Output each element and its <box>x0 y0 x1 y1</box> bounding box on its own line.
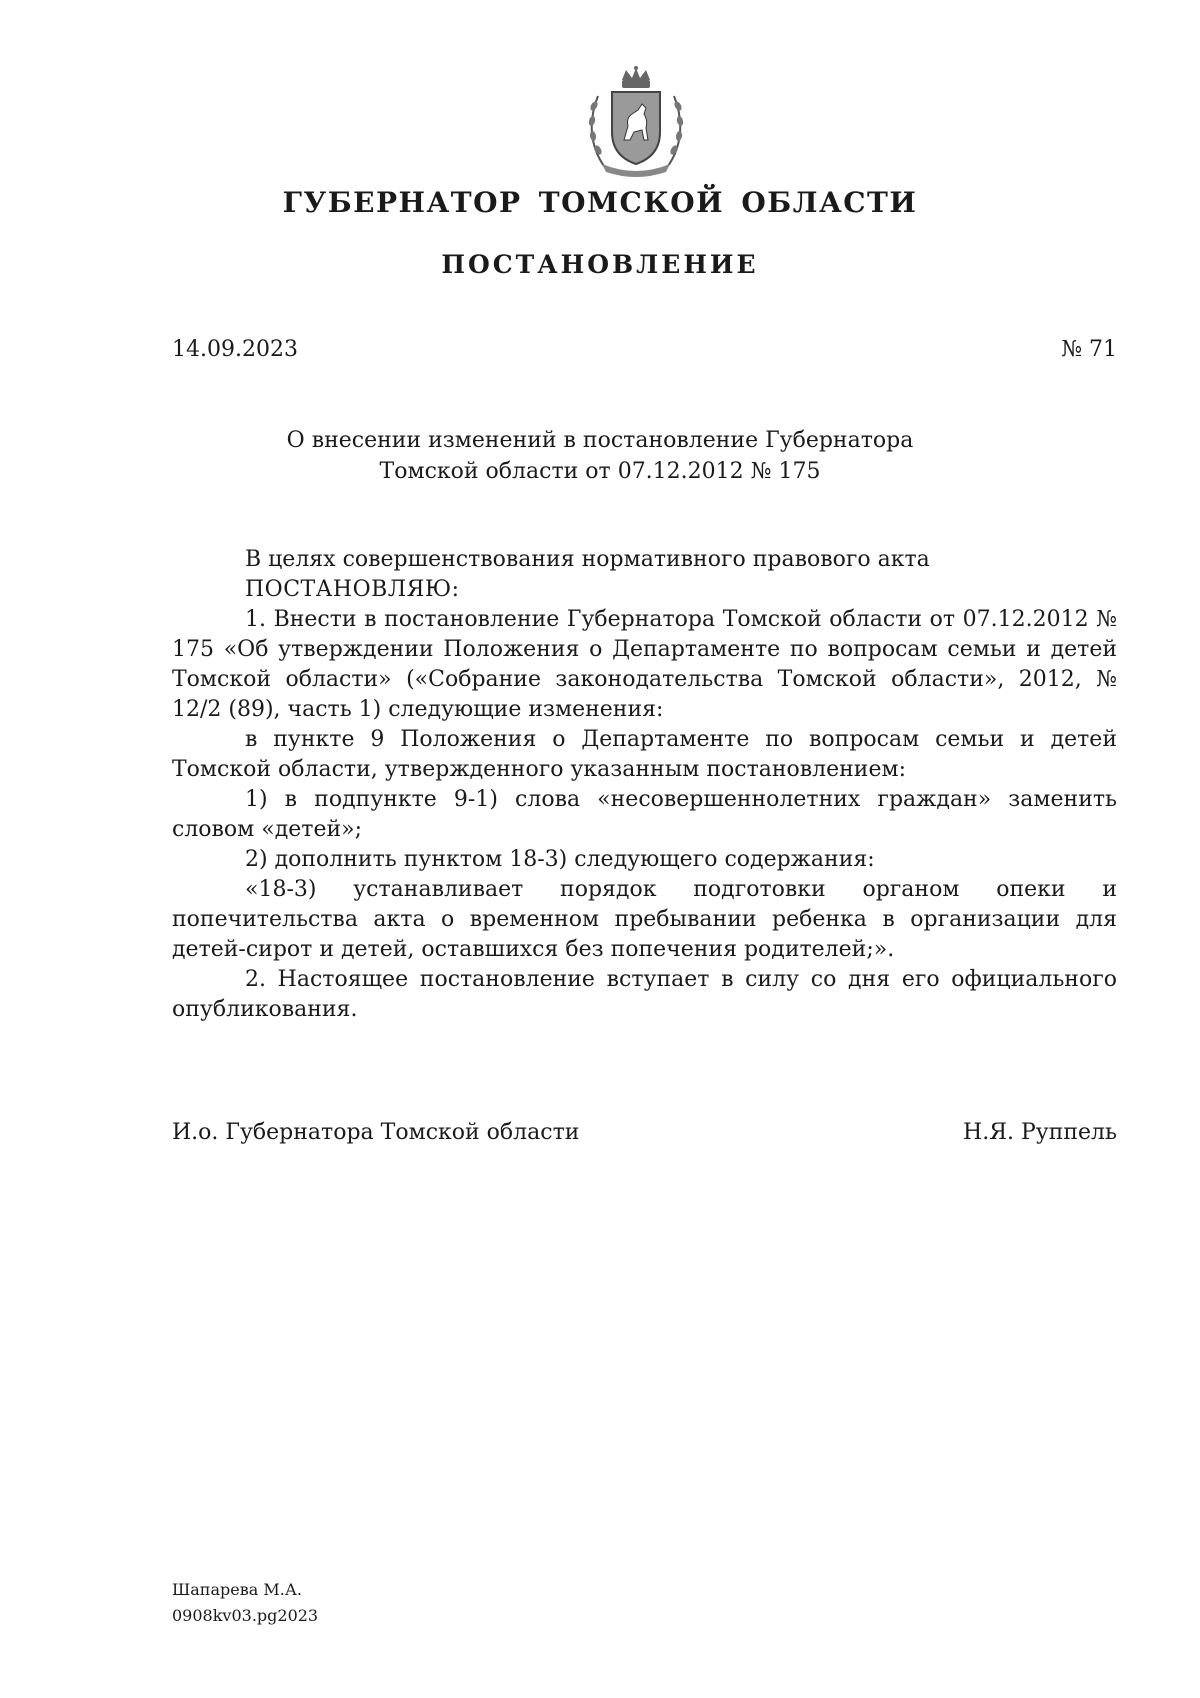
subject-line-2: Томской области от 07.12.2012 № 175 <box>379 459 821 484</box>
subject-line-1: О внесении изменений в постановление Губернатора <box>286 428 914 453</box>
signatory-position: И.о. Губернатора Томской области <box>172 1120 580 1145</box>
body-paragraph-6: 2. Настоящее постановление вступает в силу со дня его официального опубликования. <box>172 967 1117 1022</box>
issuer-title: ГУБЕРНАТОР ТОМСКОЙ ОБЛАСТИ <box>282 186 918 219</box>
body-paragraph-3: 1) в подпункте 9-1) слова «несовершеннолетних граждан» заменить словом «детей»; <box>172 787 1117 842</box>
body-paragraph-5: «18-3) устанавливает порядок подготовки органом опеки и попечительства акта о временном пребывании ребенка в организации для детей-сирот и детей, оставшихся без попечения родителей;». <box>172 877 1117 962</box>
document-type: ПОСТАНОВЛЕНИЕ <box>441 250 759 279</box>
document-body <box>172 545 1117 1025</box>
document-date: 14.09.2023 <box>172 337 298 362</box>
body-paragraph-4: 2) дополнить пунктом 18-3) следующего содержания: <box>245 847 875 872</box>
body-decree: ПОСТАНОВЛЯЮ: <box>245 577 460 602</box>
body-paragraph-2: в пункте 9 Положения о Департаменте по вопросам семьи и детей Томской области, утвержденного указанным постановлением: <box>172 727 1117 782</box>
document-subject <box>0 425 1200 487</box>
coat-of-arms-icon <box>582 66 690 178</box>
executor-name: Шапарева М.А. <box>172 1580 303 1599</box>
document-footer <box>172 1577 318 1629</box>
document-number: № 71 <box>1061 337 1117 362</box>
body-intro: В целях совершенствования нормативного правового акта <box>245 547 930 572</box>
file-code: 0908kv03.pg2023 <box>172 1606 319 1625</box>
body-paragraph-1: 1. Внести в постановление Губернатора Томской области от 07.12.2012 № 175 «Об утверждении Положения о Департаменте по вопросам семьи и детей Томской области» («Собрание законодательства Томской области», 2012, № 12/2 (89), часть 1) следующие изменения: <box>172 607 1117 722</box>
signatory-name: Н.Я. Руппель <box>963 1120 1117 1145</box>
